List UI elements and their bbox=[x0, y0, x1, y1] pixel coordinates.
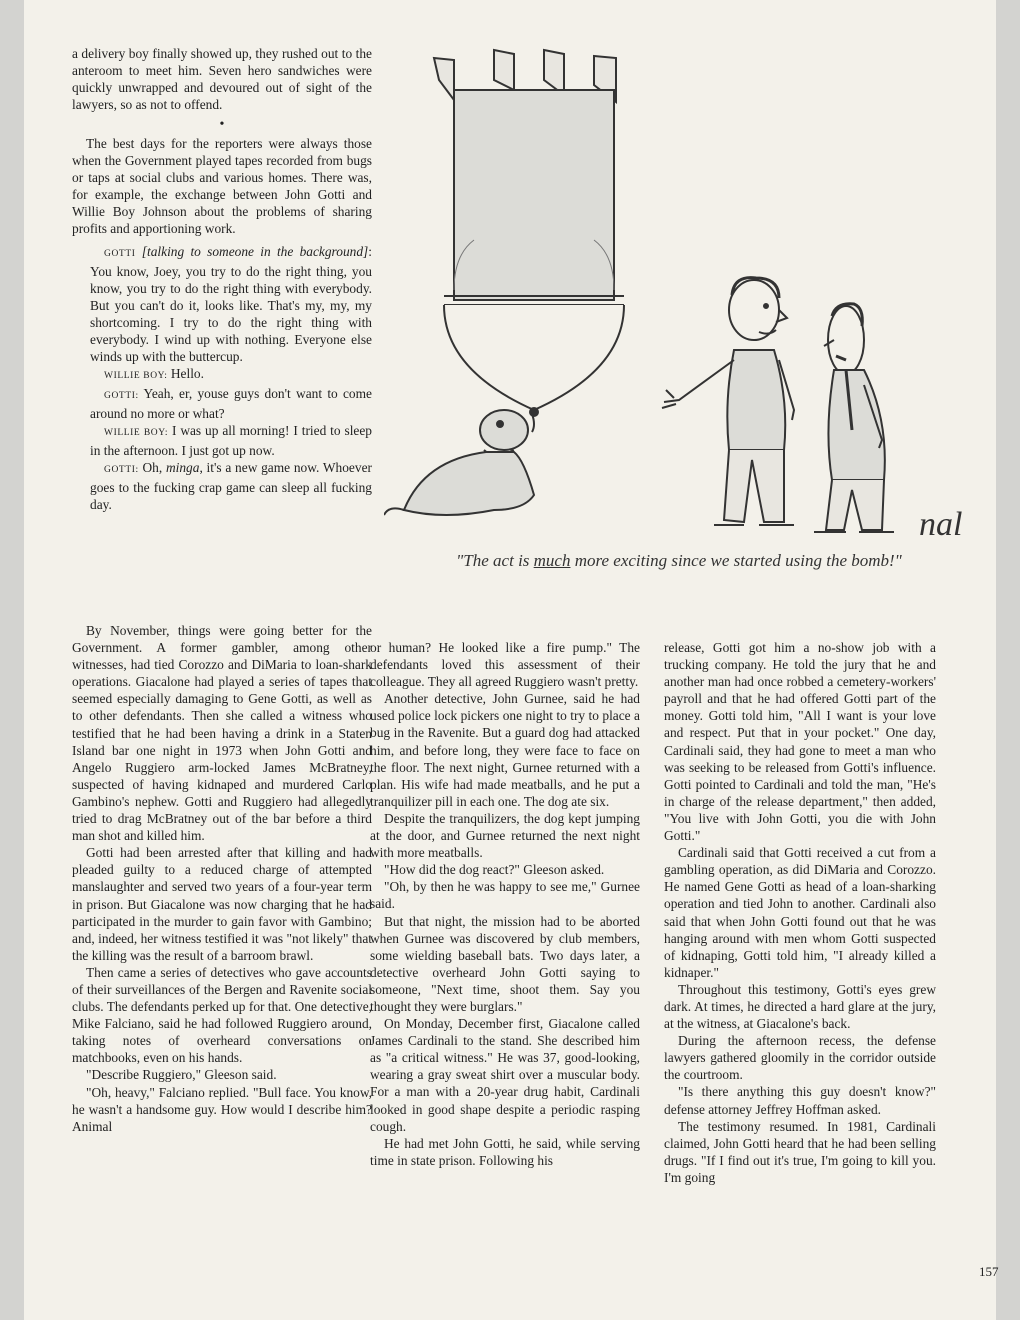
column-2 bbox=[370, 639, 640, 1169]
column-3 bbox=[664, 639, 936, 1186]
transcript-line bbox=[90, 422, 372, 459]
cartoonist-signature: nal bbox=[919, 506, 963, 543]
paragraph: On Monday, December first, Giacalone called James Cardinali to the stand. She described him as "a critical witness." He was 37, good-looking, wearing a gray sweat shirt over a muscular body. For a man with a 20-year drug habit, Cardinali looked in good shape despite a periodic rasping cough. bbox=[370, 1016, 640, 1134]
paragraph: "Describe Ruggiero," Gleeson said. bbox=[86, 1067, 277, 1083]
transcript-text: I was up all morning! I tried to sleep in the afternoon. I just got up now. bbox=[90, 423, 372, 458]
paragraph: The best days for the reporters were always those when the Government played tapes recorded from bugs or taps at social clubs and various homes. There was, for example, the exchange between John Gotti and Willie Boy Johnson about the problems of sharing profits and apportioning work. bbox=[72, 136, 372, 236]
page-number: 157 bbox=[979, 1264, 999, 1279]
speaker-label: WILLIE BOY: bbox=[104, 371, 168, 381]
paragraph: The testimony resumed. In 1981, Cardinali claimed, John Gotti heard that he had been selling drugs. "If I find out it's true, I'm going to kill you. I'm going bbox=[664, 1118, 936, 1185]
column-1-bottom bbox=[72, 622, 372, 1135]
transcript-text: Yeah, er, youse guys don't want to come around no more or what? bbox=[90, 386, 372, 421]
man-right-drawing bbox=[814, 304, 894, 532]
paragraph: Another detective, John Gurnee, said he had used police lock pickers one night to try to place a bug in the Ravenite. But a guard dog had attacked him, and before long, they were face to face on the floor. The next night, Gurnee returned with a plan. His wife had made meatballs, and he put a tranquilizer pill in each one. The dog ate six. bbox=[370, 691, 640, 809]
paragraph: By November, things were going better for the Government. A former gambler, among other witnesses, had tied Corozzo and DiMaria to loan-shark operations. Giacalone had played a series of tapes that seemed especially damaging to Gene Gotti, as well as to other defendants. Then she called a witness who testified that he had been having a drink in a Staten Island bar one night in 1973 when John Gotti and Angelo Ruggiero arm-locked James McBratney, suspected of having kidnaped and murdered Carlo Gambino's nephew. Gotti and Ruggiero had allegedly tried to drag McBratney out of the bar before a third man shot and killed him. bbox=[72, 623, 372, 844]
paragraph: "Oh, by then he was happy to see me," Gurnee said. bbox=[370, 879, 640, 912]
stage-direction: [talking to someone in the background] bbox=[141, 244, 369, 259]
paragraph: release, Gotti got him a no-show job with a trucking company. He told the jury that he and another man had once robbed a cemetery-workers' payroll and that he had offered Gotti part of the money. Gotti told him, "All I want is your love and respect. Put that in your pocket." One day, Cardinali said, they had gone to meet a man who was seeking to be released from Gotti's influence. Gotti pointed to Cardinali and told the man, "He's in charge of the release department," then added, "You live with John Gotti, you die with John Gotti." bbox=[664, 640, 936, 844]
column-1-top bbox=[72, 45, 372, 513]
paragraph: Cardinali said that Gotti received a cut from a gambling operation, as did DiMaria and Corozzo. He named Gene Gotti as head of a loan-sharking operation and tied John to another. Cardinali also said that when John Gotti found out that he was hanging around with men whom Gotti suspected of kidnaping, Gotti told him, "I already killed a kidnaper." bbox=[664, 845, 936, 980]
cartoon-caption bbox=[454, 550, 904, 571]
section-bullet: • bbox=[219, 117, 225, 132]
cartoon-illustration bbox=[384, 40, 1004, 545]
paragraph: But that night, the mission had to be aborted when Gurnee was discovered by club members, some wielding baseball bats. Two days later, a detective overheard John Gotti saying to someone, "Next time, shoot them. Say you thought they were burglars." bbox=[370, 913, 640, 1014]
transcript-text: Hello. bbox=[167, 366, 204, 381]
transcript-italic-word: minga bbox=[165, 460, 200, 475]
transcript-text: , it's a new game now. Whoever goes to the fucking crap game can sleep all fucking day. bbox=[90, 460, 372, 512]
paragraph: Throughout this testimony, Gotti's eyes grew dark. At times, he directed a hard glare at the jury, at the witness, at Giacalone's back. bbox=[664, 981, 936, 1032]
transcript-line bbox=[90, 243, 372, 365]
caption-text: more exciting since we started using the bomb!" bbox=[570, 551, 902, 570]
paragraph: Then came a series of detectives who gave accounts of their surveillances of the Bergen and Ravenite social clubs. The defendants perked up for that. One detective, Mike Falciano, said he had followed Ruggiero around, taking notes of overheard conversations on matchbooks, even on his hands. bbox=[72, 964, 372, 1066]
transcript-line bbox=[90, 385, 372, 422]
paragraph: During the afternoon recess, the defense lawyers gathered gloomily in the corridor outside the courtroom. bbox=[664, 1033, 936, 1083]
caption-emphasis: much bbox=[533, 551, 571, 570]
speaker-label: WILLIE BOY: bbox=[104, 428, 169, 438]
tape-transcript bbox=[90, 243, 372, 513]
seal-drawing bbox=[384, 410, 534, 515]
magazine-page bbox=[24, 0, 999, 1320]
paragraph: He had met John Gotti, he said, while serving time in state prison. Following his bbox=[370, 1135, 640, 1168]
transcript-line bbox=[90, 365, 372, 385]
paragraph: a delivery boy finally showed up, they rushed out to the anteroom to meet him. Seven hero sandwiches were quickly unwrapped and devoured out of sight of the lawyers, so as not to offend. bbox=[72, 46, 372, 112]
paragraph: "Oh, heavy," Falciano replied. "Bull face. You know, he wasn't a handsome guy. How would I describe him? Animal bbox=[72, 1084, 372, 1134]
caption-text: "The act is bbox=[456, 551, 534, 570]
paragraph: Despite the tranquilizers, the dog kept jumping at the door, and Gurnee returned the next night with more meatballs. bbox=[370, 810, 640, 861]
speaker-label: GOTTI: bbox=[104, 465, 139, 475]
transcript-line bbox=[90, 459, 372, 513]
paragraph: or human? He looked like a fire pump." The defendants loved this assessment of their colleague. They all agreed Ruggiero wasn't pretty. bbox=[370, 640, 640, 690]
transcript-text: : You know, Joey, you try to do the right thing, you know, you try to do the right thing with everybody. But you can't do it, looks like. That's my, my, my shortcoming. I try to do the right thing with everybody. I wind up with nothing. Everyone else winds up with the buttercup. bbox=[90, 244, 372, 364]
transcript-text: Oh, bbox=[138, 460, 166, 475]
paragraph: "How did the dog react?" Gleeson asked. bbox=[384, 862, 605, 878]
man-left-drawing bbox=[662, 278, 794, 525]
speaker-label: GOTTI bbox=[104, 249, 136, 259]
paragraph: Gotti had been arrested after that killing and had pleaded guilty to a reduced charge of attempted manslaughter and served two years of a four-year term in prison. But Giacalone was now charging that he had participated in the murder to gain favor with Gambino; and, indeed, her witness testified it was "not likely" that the killing was the result of a barroom brawl. bbox=[72, 845, 372, 963]
bomb-drawing bbox=[434, 50, 624, 416]
paragraph: "Is there anything this guy doesn't know?" defense attorney Jeffrey Hoffman asked. bbox=[664, 1084, 936, 1117]
speaker-label: GOTTI: bbox=[104, 391, 139, 401]
